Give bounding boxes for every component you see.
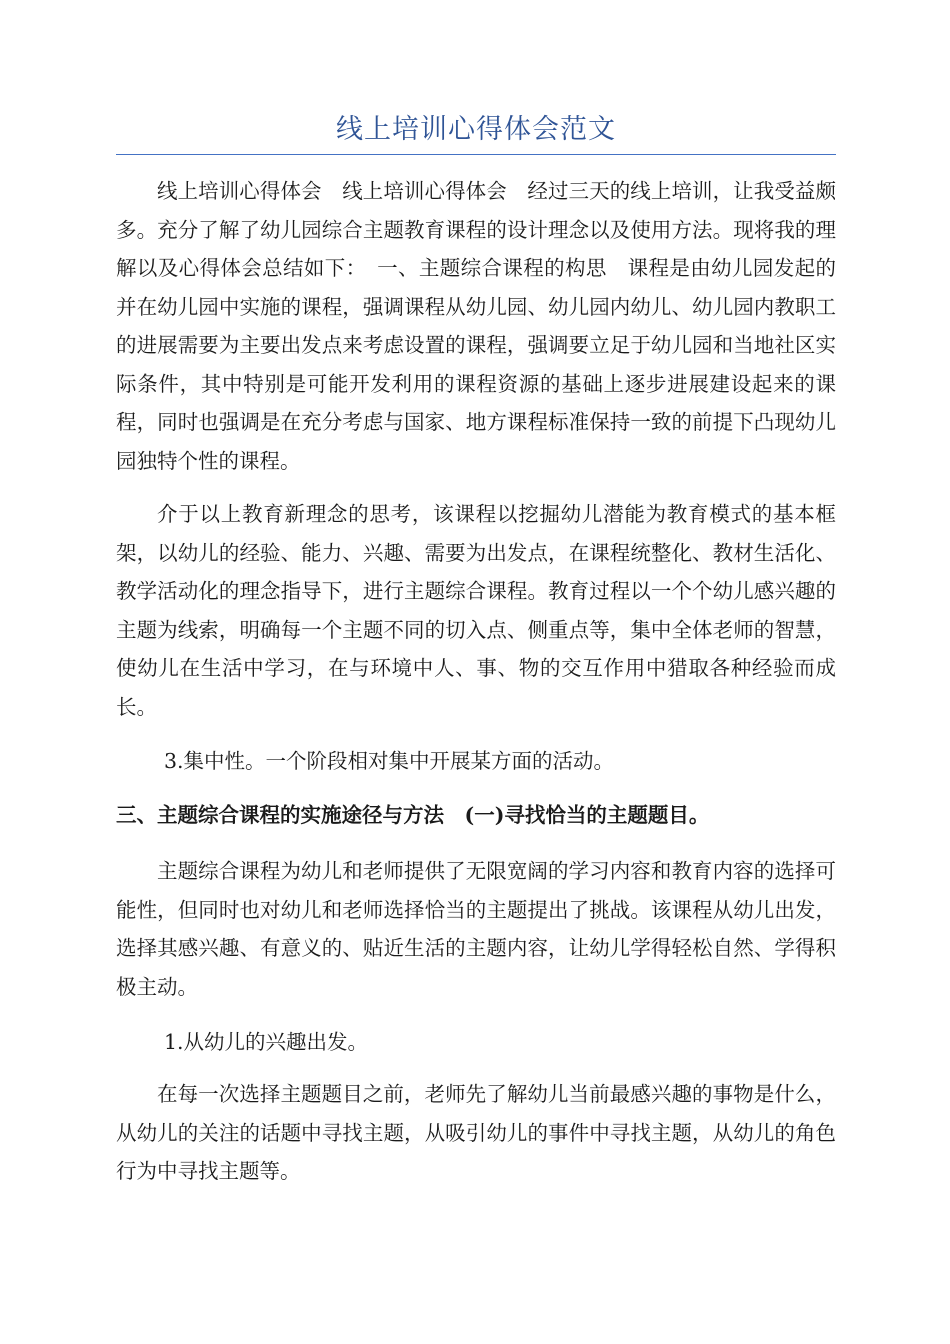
paragraph-6: 在每一次选择主题题目之前，老师先了解幼儿当前最感兴趣的事物是什么，从幼儿的关注的话题中寻找主题，从吸引幼儿的事件中寻找主题，从幼儿的角色行为中寻找主题等。 [116,1082,836,1183]
paragraph-2: 介于以上教育新理念的思考，该课程以挖掘幼儿潜能为教育模式的基本框架，以幼儿的经验、能力、兴趣、需要为出发点，在课程统整化、教材生活化、教学活动化的理念指导下，进行主题综合课程。教育过程以一个个幼儿感兴趣的主题为线索，明确每一个主题不同的切入点、侧重点等，集中全体老师的智慧，使幼儿在生活中学习，在与环境中人、事、物的交互作用中猎取各种经验而成长。 [116,502,836,719]
paragraph-1: 线上培训心得体会 线上培训心得体会 经过三天的线上培训，让我受益颇多。充分了解了幼儿园综合主题教育课程的设计理念以及使用方法。现将我的理解以及心得体会总结如下： 一、主题综合课程的构思 课程是由幼儿园发起的并在幼儿园中实施的课程，强调课程从幼儿园、幼儿园内幼儿、幼儿园内教职工的进展需要为主要出发点来考虑设置的课程，强调要立足于幼儿园和当地社区实际条件，其中特别是可能开发利用的课程资源的基础上逐步进展建设起来的课程，同时也强调是在充分考虑与国家、地方课程标准保持一致的前提下凸现幼儿园独特个性的课程。 [116,179,836,473]
section-heading: 三、主题综合课程的实施途径与方法 (一)寻找恰当的主题题目。 [116,803,710,827]
title-divider [116,154,836,155]
document-title: 线上培训心得体会范文 [336,114,616,145]
paragraph-4: 主题综合课程为幼儿和老师提供了无限宽阔的学习内容和教育内容的选择可能性，但同时也对幼儿和老师选择恰当的主题提出了挑战。该课程从幼儿出发，选择其感兴趣、有意义的、贴近生活的主题内容，让幼儿学得轻松自然、学得积极主动。 [116,859,836,999]
paragraph-5: 1.从幼儿的兴趣出发。 [164,1030,369,1054]
paragraph-3: 3.集中性。一个阶段相对集中开展某方面的活动。 [164,749,615,773]
